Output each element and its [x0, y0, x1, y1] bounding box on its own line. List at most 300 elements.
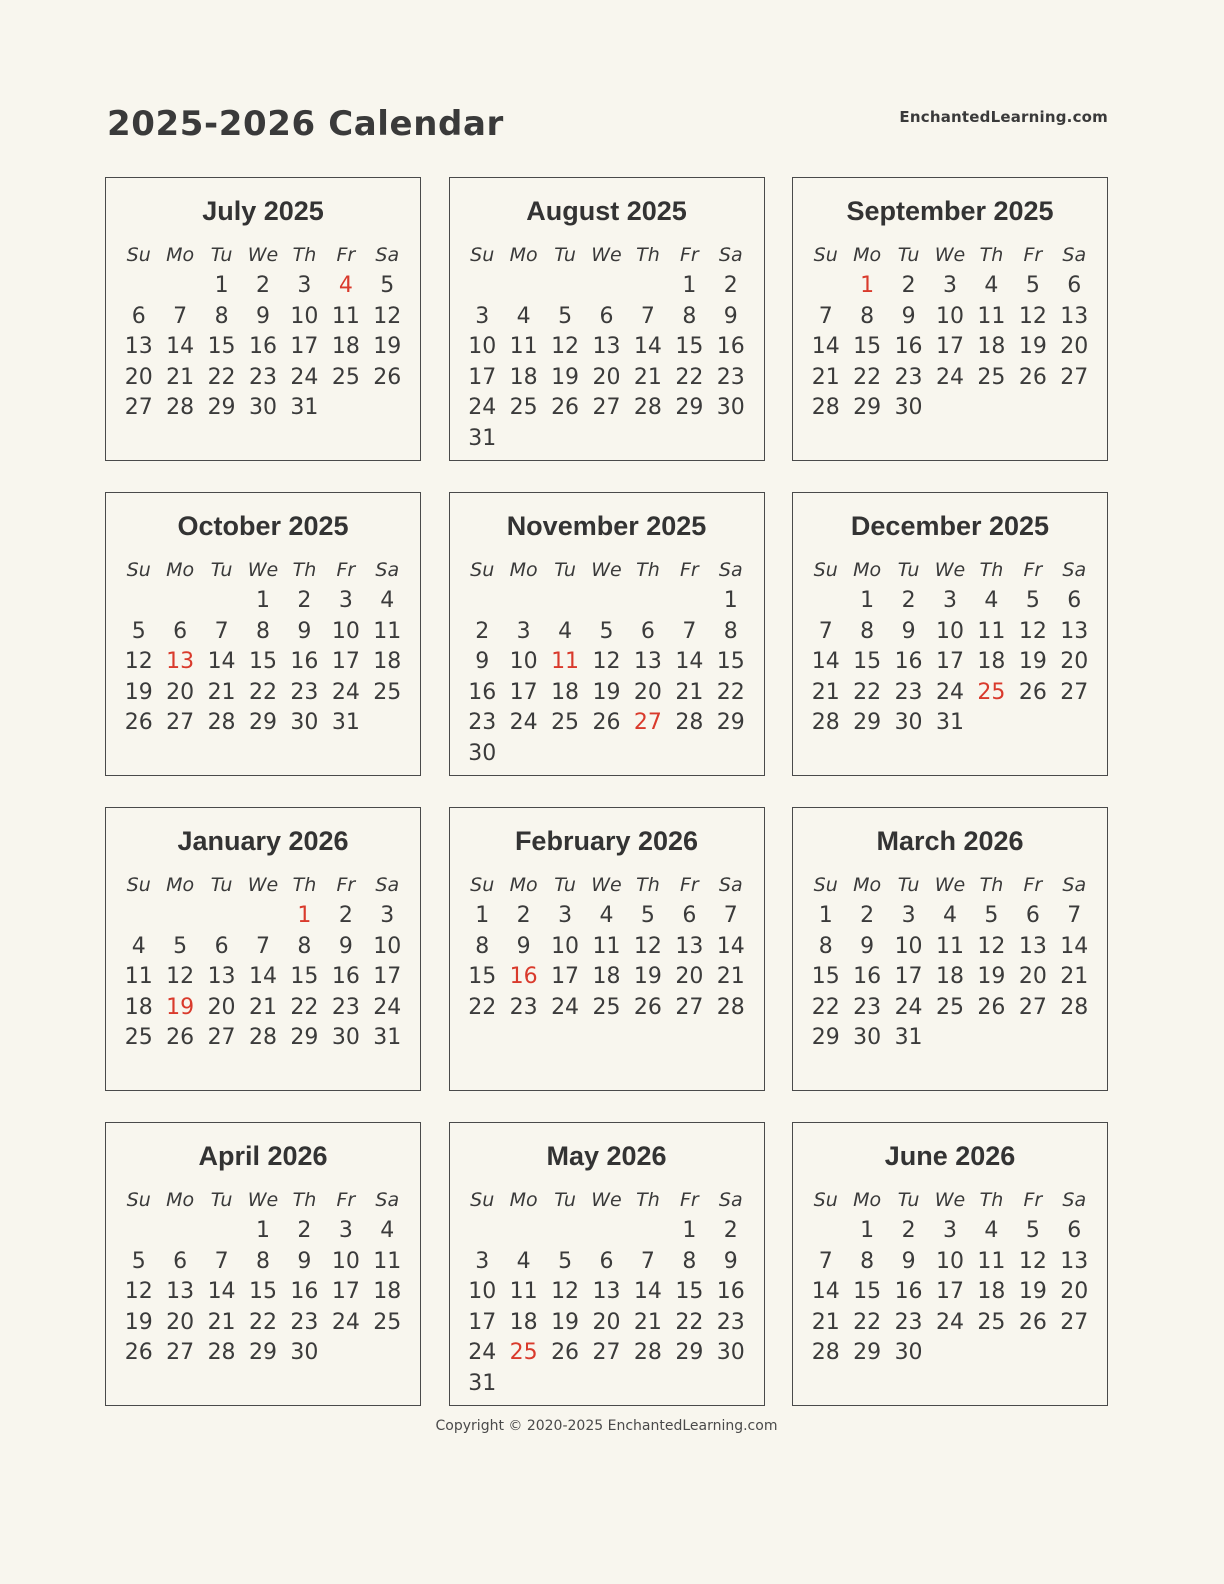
weekday-header: Th [979, 1189, 1004, 1211]
date-cell: 6 [1067, 588, 1082, 613]
date-cell: 18 [935, 964, 964, 989]
date-cell: 9 [516, 933, 531, 959]
date-cell: 28 [811, 710, 840, 735]
empty-cell [159, 1216, 200, 1247]
date-cell: 15 [853, 649, 882, 674]
weekday-header: Fr [336, 874, 356, 896]
date-cell: 27 [675, 994, 704, 1020]
date-cell: 25 [373, 679, 402, 705]
date-cell: 17 [935, 1279, 964, 1304]
weekday-header: Sa [1062, 1189, 1087, 1211]
date-cell: 20 [592, 364, 621, 390]
weekday-header: Mo [166, 244, 195, 266]
weekday-row [805, 559, 1095, 581]
weekday-header: Mo [509, 559, 538, 581]
date-cell: 11 [977, 1248, 1006, 1274]
date-cell: 28 [166, 395, 195, 420]
date-cell: 12 [166, 964, 195, 989]
date-cell: 27 [592, 395, 621, 420]
date-cell: 19 [551, 1309, 580, 1335]
date-cell: 5 [558, 303, 573, 329]
date-cell: 4 [380, 1218, 395, 1243]
date-cell: 5 [173, 933, 188, 959]
date-cell: 13 [1018, 933, 1047, 959]
date-cell: 25 [373, 1309, 402, 1335]
date-cell: 22 [811, 994, 840, 1020]
date-cell: 12 [124, 1279, 153, 1304]
date-cell: 10 [551, 933, 580, 959]
weekday-header: Su [813, 559, 838, 581]
date-cell: 23 [716, 364, 745, 390]
empty-cell [805, 271, 846, 302]
date-cell: 9 [901, 618, 916, 644]
weekday-header: Mo [166, 874, 195, 896]
date-cell: 29 [853, 395, 882, 420]
date-cell: 5 [131, 1248, 146, 1274]
date-cell: 20 [675, 964, 704, 989]
weekday-header: We [247, 244, 279, 266]
weekday-header: Mo [166, 559, 195, 581]
date-cell: 21 [811, 364, 840, 390]
date-cell: 1 [682, 1218, 697, 1243]
date-cell: 24 [468, 395, 497, 420]
weekday-header: Mo [509, 874, 538, 896]
date-cell: 20 [1060, 1279, 1089, 1304]
weekday-header: Mo [509, 1189, 538, 1211]
date-cell: 1 [860, 588, 875, 613]
date-cell: 11 [977, 303, 1006, 329]
date-cell: 14 [811, 1279, 840, 1304]
date-cell: 2 [338, 903, 353, 928]
date-cell: 7 [640, 1248, 655, 1274]
empty-cell [627, 1216, 668, 1247]
date-cell: 7 [818, 1248, 833, 1274]
date-cell: 2 [475, 618, 490, 644]
date-cell: 26 [373, 364, 402, 390]
date-cell: 7 [818, 618, 833, 644]
weekday-header: Tu [554, 1189, 576, 1211]
date-cell: 6 [1067, 273, 1082, 298]
date-cell: 25 [124, 1025, 153, 1050]
date-cell: 1 [723, 588, 738, 613]
date-cell: 23 [290, 1309, 319, 1335]
date-cell: 9 [723, 303, 738, 329]
weekday-header: We [934, 244, 966, 266]
date-cell: 17 [551, 964, 580, 989]
month-title: March 2026 [876, 826, 1024, 856]
month-title: April 2026 [198, 1141, 328, 1171]
month-title: December 2025 [850, 511, 1050, 541]
date-cell: 7 [214, 618, 229, 644]
date-cell: 18 [373, 649, 402, 674]
date-cell: 27 [166, 1340, 195, 1365]
date-cell: 11 [331, 303, 360, 329]
date-cell: 25 [935, 994, 964, 1020]
date-cell: 22 [675, 364, 704, 390]
date-cell: 24 [551, 994, 580, 1020]
date-cell: 16 [331, 964, 360, 989]
date-cell: 2 [901, 273, 916, 298]
date-cell: 2 [860, 903, 875, 928]
date-cell: 24 [935, 679, 964, 705]
empty-cell [627, 271, 668, 302]
weekday-header: Fr [336, 1189, 356, 1211]
date-cell: 20 [207, 994, 236, 1020]
weekday-header: Th [636, 1189, 660, 1211]
weekday-header: Tu [897, 874, 920, 896]
date-cell: 22 [716, 679, 745, 705]
weekday-header: Fr [679, 874, 699, 896]
date-cell: 1 [860, 1218, 875, 1243]
month-title: September 2025 [846, 196, 1054, 226]
date-cell: 30 [248, 395, 277, 420]
date-cell: 28 [716, 994, 745, 1020]
days-grid [805, 271, 1095, 424]
date-cell: 27 [1060, 1309, 1089, 1335]
date-cell: 15 [675, 1279, 704, 1304]
date-cell: 10 [935, 618, 964, 644]
date-cell: 28 [633, 1340, 662, 1365]
date-cell: 2 [297, 1218, 312, 1243]
holiday-date-cell: 25 [977, 679, 1006, 705]
date-cell: 11 [935, 933, 964, 959]
date-cell: 15 [468, 964, 497, 989]
date-cell: 6 [1067, 1218, 1082, 1243]
date-cell: 19 [592, 679, 621, 705]
date-cell: 17 [935, 649, 964, 674]
date-cell: 15 [675, 334, 704, 359]
weekday-header: Su [126, 244, 151, 266]
empty-cell [159, 271, 200, 302]
empty-cell [503, 586, 544, 617]
date-cell: 12 [1018, 303, 1047, 329]
weekday-header: Fr [336, 559, 356, 581]
weekday-header: We [934, 1189, 966, 1211]
date-cell: 20 [633, 679, 662, 705]
date-cell: 13 [1060, 1248, 1089, 1274]
date-cell: 4 [984, 273, 999, 298]
date-cell: 30 [331, 1025, 360, 1050]
date-cell: 1 [682, 273, 697, 298]
date-cell: 20 [166, 1309, 195, 1335]
date-cell: 19 [1018, 649, 1047, 674]
weekday-header: Th [636, 244, 660, 266]
weekday-header: Sa [1062, 874, 1087, 896]
date-cell: 22 [468, 994, 497, 1020]
date-cell: 26 [551, 1340, 580, 1365]
weekday-header: Mo [509, 244, 538, 266]
date-cell: 24 [509, 710, 538, 735]
weekday-header: Tu [554, 559, 576, 581]
weekday-header: Tu [554, 244, 576, 266]
month-title: June 2026 [884, 1141, 1016, 1171]
date-cell: 18 [977, 334, 1006, 359]
weekday-header: Th [979, 874, 1004, 896]
date-cell: 3 [380, 903, 395, 928]
date-cell: 17 [373, 964, 402, 989]
date-cell: 8 [297, 933, 312, 959]
month-box [105, 177, 421, 461]
date-cell: 27 [1060, 679, 1089, 705]
date-cell: 11 [509, 334, 538, 359]
date-cell: 5 [558, 1248, 573, 1274]
date-cell: 7 [173, 303, 188, 329]
date-cell: 6 [682, 903, 697, 928]
date-cell: 8 [818, 933, 833, 959]
weekday-header: Su [470, 244, 495, 266]
weekday-header: Su [126, 874, 151, 896]
weekday-header: Th [636, 559, 660, 581]
date-cell: 20 [124, 364, 153, 390]
date-cell: 24 [935, 364, 964, 390]
date-cell: 16 [248, 334, 277, 359]
weekday-row [805, 244, 1095, 266]
date-cell: 23 [894, 364, 923, 390]
date-cell: 3 [297, 273, 312, 298]
date-cell: 8 [255, 618, 270, 644]
date-cell: 13 [592, 334, 621, 359]
date-cell: 11 [509, 1279, 538, 1304]
date-cell: 12 [124, 649, 153, 674]
date-cell: 30 [290, 710, 319, 735]
page-title: 2025-2026 Calendar [107, 104, 504, 144]
date-cell: 30 [894, 1340, 923, 1365]
date-cell: 26 [124, 710, 153, 735]
date-cell: 12 [633, 933, 662, 959]
empty-cell [118, 586, 159, 617]
holiday-date-cell: 19 [166, 994, 195, 1020]
date-cell: 6 [599, 303, 614, 329]
date-cell: 18 [373, 1279, 402, 1304]
days-grid [118, 1216, 408, 1369]
date-cell: 22 [853, 1309, 882, 1335]
weekday-row [462, 874, 752, 896]
date-cell: 18 [977, 1279, 1006, 1304]
date-cell: 6 [173, 1248, 188, 1274]
date-cell: 18 [551, 679, 580, 705]
date-cell: 3 [338, 1218, 353, 1243]
date-cell: 3 [338, 588, 353, 613]
date-cell: 4 [380, 588, 395, 613]
weekday-header: We [591, 874, 622, 896]
date-cell: 5 [599, 618, 614, 644]
empty-cell [544, 1216, 585, 1247]
date-cell: 12 [551, 1279, 580, 1304]
weekday-row [118, 874, 408, 896]
date-cell: 10 [331, 618, 360, 644]
date-cell: 13 [166, 1279, 195, 1304]
date-cell: 11 [373, 1248, 402, 1274]
date-cell: 23 [248, 364, 277, 390]
date-cell: 29 [207, 395, 236, 420]
date-cell: 21 [207, 679, 236, 705]
date-cell: 9 [475, 649, 490, 674]
month-box [792, 807, 1108, 1091]
weekday-header: Tu [897, 244, 920, 266]
date-cell: 5 [1025, 1218, 1040, 1243]
empty-cell [805, 586, 846, 617]
date-cell: 21 [633, 1309, 662, 1335]
empty-cell [201, 1216, 242, 1247]
weekday-header: Fr [1023, 1189, 1043, 1211]
days-grid [462, 271, 752, 454]
date-cell: 25 [977, 364, 1006, 390]
month-box [105, 1122, 421, 1406]
date-cell: 19 [124, 1309, 153, 1335]
date-cell: 29 [290, 1025, 319, 1050]
date-cell: 2 [901, 588, 916, 613]
weekday-header: Fr [679, 559, 699, 581]
date-cell: 4 [558, 618, 573, 644]
weekday-header: Tu [210, 1189, 233, 1211]
date-cell: 9 [860, 933, 875, 959]
weekday-header: Mo [853, 244, 882, 266]
date-cell: 19 [551, 364, 580, 390]
date-cell: 13 [1060, 303, 1089, 329]
date-cell: 23 [509, 994, 538, 1020]
date-cell: 25 [509, 395, 538, 420]
date-cell: 16 [716, 1279, 745, 1304]
days-grid [805, 586, 1095, 739]
weekday-header: Th [292, 874, 317, 896]
weekday-header: Fr [679, 1189, 699, 1211]
weekday-header: Tu [210, 559, 233, 581]
weekday-header: Fr [1023, 559, 1043, 581]
days-grid [805, 901, 1095, 1054]
date-cell: 15 [207, 334, 236, 359]
date-cell: 17 [894, 964, 923, 989]
date-cell: 10 [935, 1248, 964, 1274]
month-box [105, 807, 421, 1091]
date-cell: 30 [853, 1025, 882, 1050]
date-cell: 4 [599, 903, 614, 928]
date-cell: 15 [853, 1279, 882, 1304]
date-cell: 25 [331, 364, 360, 390]
days-grid [462, 901, 752, 1023]
date-cell: 30 [716, 1340, 745, 1365]
date-cell: 20 [592, 1309, 621, 1335]
weekday-header: Fr [679, 244, 699, 266]
empty-cell [503, 271, 544, 302]
date-cell: 28 [633, 395, 662, 420]
month-title: May 2026 [546, 1141, 667, 1171]
date-cell: 6 [173, 618, 188, 644]
empty-cell [462, 271, 503, 302]
date-cell: 21 [633, 364, 662, 390]
date-cell: 9 [723, 1248, 738, 1274]
date-cell: 8 [860, 303, 875, 329]
days-grid [118, 271, 408, 424]
weekday-header: Sa [718, 559, 743, 581]
date-cell: 18 [509, 1309, 538, 1335]
date-cell: 1 [818, 903, 833, 928]
date-cell: 9 [255, 303, 270, 329]
weekday-header: We [934, 874, 966, 896]
date-cell: 21 [811, 679, 840, 705]
date-cell: 20 [1060, 649, 1089, 674]
weekday-header: Mo [166, 1189, 195, 1211]
date-cell: 27 [1060, 364, 1089, 390]
date-cell: 22 [248, 679, 277, 705]
date-cell: 14 [166, 334, 195, 359]
weekday-row [118, 1189, 408, 1211]
date-cell: 13 [592, 1279, 621, 1304]
date-cell: 4 [516, 303, 531, 329]
month-box [105, 492, 421, 776]
date-cell: 23 [716, 1309, 745, 1335]
date-cell: 17 [290, 334, 319, 359]
month-box [449, 1122, 765, 1406]
date-cell: 4 [984, 588, 999, 613]
weekday-header: Fr [1023, 244, 1043, 266]
date-cell: 3 [942, 588, 957, 613]
date-cell: 12 [592, 649, 621, 674]
weekday-header: Mo [853, 559, 882, 581]
date-cell: 11 [373, 618, 402, 644]
weekday-header: We [247, 874, 279, 896]
weekday-header: Su [813, 874, 838, 896]
date-cell: 10 [468, 1279, 497, 1304]
date-cell: 6 [640, 618, 655, 644]
weekday-header: Sa [375, 559, 400, 581]
weekday-header: Su [470, 559, 495, 581]
weekday-header: Th [292, 1189, 317, 1211]
weekday-header: Sa [1062, 559, 1087, 581]
date-cell: 16 [894, 1279, 923, 1304]
date-cell: 9 [901, 1248, 916, 1274]
date-cell: 16 [716, 334, 745, 359]
date-cell: 4 [942, 903, 957, 928]
date-cell: 4 [131, 933, 146, 959]
weekday-header: Sa [718, 874, 743, 896]
holiday-date-cell: 4 [338, 273, 353, 298]
date-cell: 3 [475, 1248, 490, 1274]
weekday-header: Th [292, 244, 317, 266]
date-cell: 25 [977, 1309, 1006, 1335]
weekday-header: Th [979, 559, 1004, 581]
date-cell: 27 [207, 1025, 236, 1050]
date-cell: 5 [380, 273, 395, 298]
date-cell: 19 [633, 964, 662, 989]
empty-cell [627, 586, 668, 617]
date-cell: 29 [675, 395, 704, 420]
weekday-header: Sa [375, 1189, 400, 1211]
date-cell: 20 [1060, 334, 1089, 359]
weekday-header: Sa [375, 244, 400, 266]
date-cell: 5 [984, 903, 999, 928]
date-cell: 26 [551, 395, 580, 420]
weekday-header: Th [292, 559, 317, 581]
date-cell: 23 [853, 994, 882, 1020]
holiday-date-cell: 16 [509, 964, 538, 989]
weekday-header: Th [636, 874, 660, 896]
date-cell: 9 [901, 303, 916, 329]
empty-cell [544, 271, 585, 302]
date-cell: 10 [935, 303, 964, 329]
date-cell: 23 [290, 679, 319, 705]
date-cell: 15 [853, 334, 882, 359]
month-title: February 2026 [514, 826, 699, 856]
date-cell: 28 [1060, 994, 1089, 1020]
date-cell: 3 [558, 903, 573, 928]
weekday-header: We [591, 244, 622, 266]
date-cell: 29 [675, 1340, 704, 1365]
month-box [449, 807, 765, 1091]
calendar-page [105, 0, 1108, 1584]
empty-cell [544, 586, 585, 617]
empty-cell [159, 901, 200, 932]
date-cell: 8 [860, 1248, 875, 1274]
